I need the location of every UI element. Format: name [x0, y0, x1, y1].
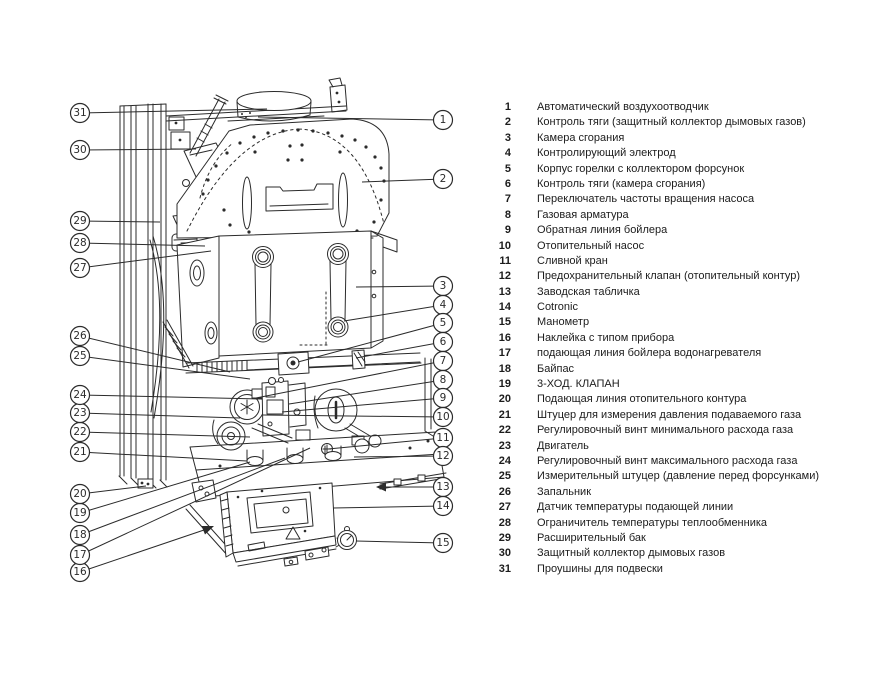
callout-29 [71, 212, 161, 231]
legend-item-number: 23 [498, 439, 511, 452]
callout-number-26: 26 [73, 330, 87, 342]
callout-15 [356, 534, 453, 553]
legend-item-number: 29 [498, 531, 511, 544]
legend-item-4 [482, 146, 864, 161]
callout-number-28: 28 [73, 237, 87, 249]
legend-item-label: Регулировочный винт максимального расхода газа [537, 454, 798, 467]
legend-item-number: 8 [504, 208, 511, 221]
callout-number-3: 3 [439, 280, 447, 292]
callout-number-17: 17 [73, 549, 87, 561]
legend-item-number: 14 [498, 301, 511, 314]
legend-item-number: 24 [498, 454, 511, 467]
legend-item-8 [482, 208, 864, 223]
legend-item-number: 15 [498, 316, 511, 329]
legend-item-22 [482, 423, 864, 438]
legend-item-label: Датчик температуры подающей линии [537, 501, 734, 514]
legend-item-label: Обратная линия бойлера [537, 224, 668, 237]
legend-item-label: Проушины для подвески [537, 562, 663, 575]
legend-item-number: 10 [498, 239, 511, 252]
legend-item-label: Двигатель [537, 439, 589, 452]
legend-item-label: Штуцер для измерения давления подаваемого газа [537, 408, 802, 421]
legend-item-label: Ограничитель температуры теплообменника [537, 516, 768, 529]
callout-number-12: 12 [436, 450, 450, 462]
legend-item-number: 5 [504, 162, 511, 175]
legend-item-label: Автоматический воздухоотводчик [537, 101, 709, 113]
callout-11 [328, 429, 453, 450]
legend-item-label: Контролирующий электрод [537, 147, 676, 160]
leader-line-11 [328, 438, 443, 449]
callout-13 [376, 478, 453, 497]
callout-number-8: 8 [439, 374, 447, 386]
legend-item-number: 2 [504, 116, 511, 129]
legend-item-label: Контроль тяги (защитный коллектор дымовых газов) [537, 116, 806, 129]
leader-line-23 [80, 413, 240, 418]
legend-item-number: 26 [498, 485, 511, 498]
leader-line-25 [80, 356, 250, 379]
legend-item-label: Наклейка с типом прибора [537, 331, 675, 344]
legend-item-1 [482, 100, 864, 115]
legend-item-number: 6 [504, 177, 511, 190]
callout-number-15: 15 [436, 537, 450, 549]
legend-item-28 [482, 516, 864, 531]
legend-item-label: Сливной кран [537, 254, 608, 267]
callout-number-4: 4 [439, 299, 447, 311]
callout-10 [263, 408, 453, 427]
legend-item-number: 20 [498, 393, 511, 406]
callout-number-2: 2 [439, 173, 447, 185]
legend-item-label: Отопительный насос [537, 239, 645, 252]
parts-legend [482, 100, 864, 577]
callout-14 [333, 497, 453, 516]
callout-number-21: 21 [73, 446, 87, 458]
legend-item-number: 31 [498, 562, 511, 575]
legend-item-31 [482, 562, 864, 577]
legend-item-label: Газовая арматура [537, 208, 629, 221]
leader-line-16 [80, 530, 204, 572]
callout-number-11: 11 [436, 432, 450, 444]
callout-number-5: 5 [439, 317, 447, 329]
callout-20 [71, 485, 147, 504]
legend-item-17 [482, 346, 864, 361]
legend-item-3 [482, 131, 864, 146]
legend-item-7 [482, 192, 864, 207]
legend-item-label: подающая линия бойлера водонагревателя [537, 347, 762, 360]
legend-item-number: 19 [498, 378, 511, 391]
leader-line-12 [354, 456, 443, 457]
legend-item-label: Контроль тяги (камера сгорания) [537, 177, 706, 190]
callout-number-9: 9 [439, 392, 447, 404]
callout-number-23: 23 [73, 407, 87, 419]
legend-item-29 [482, 531, 864, 546]
legend-item-number: 3 [504, 131, 511, 144]
callout-number-10: 10 [436, 411, 450, 423]
callout-number-1: 1 [439, 114, 447, 126]
legend-item-label: Защитный коллектор дымовых газов [537, 547, 726, 560]
callout-number-7: 7 [439, 355, 447, 367]
legend-item-19 [482, 377, 864, 392]
boiler-illustration [119, 78, 446, 566]
legend-item-label: Переключатель частоты вращения насоса [537, 193, 755, 206]
legend-item-number: 12 [498, 270, 511, 283]
legend-item-14 [482, 300, 864, 315]
legend-item-16 [482, 331, 864, 346]
legend-item-label: Байпас [537, 362, 575, 375]
callout-12 [354, 447, 453, 466]
callout-number-19: 19 [73, 507, 87, 519]
legend-item-23 [482, 439, 864, 454]
legend-item-2 [482, 115, 864, 130]
callout-number-31: 31 [73, 107, 87, 119]
legend-item-13 [482, 285, 864, 300]
callout-number-13: 13 [436, 481, 450, 493]
callout-number-20: 20 [73, 488, 87, 500]
legend-item-label: Манометр [537, 316, 590, 329]
legend-item-5 [482, 162, 864, 177]
legend-item-18 [482, 362, 864, 377]
legend-item-label: Регулировочный винт минимального расхода газа [537, 424, 794, 437]
legend-item-number: 7 [504, 193, 511, 206]
legend-item-number: 27 [498, 501, 511, 514]
legend-item-20 [482, 392, 864, 407]
legend-item-number: 11 [499, 254, 511, 267]
leader-line-9 [282, 398, 443, 412]
legend-item-number: 21 [498, 408, 511, 421]
callout-number-30: 30 [73, 144, 87, 156]
callout-number-25: 25 [73, 350, 87, 362]
legend-item-number: 13 [498, 285, 511, 298]
legend-item-number: 30 [498, 547, 511, 560]
legend-item-11 [482, 254, 864, 269]
legend-item-number: 18 [498, 362, 511, 375]
legend-item-24 [482, 454, 864, 469]
callout-number-27: 27 [73, 262, 87, 274]
legend-item-10 [482, 239, 864, 254]
callout-number-6: 6 [439, 336, 447, 348]
legend-item-number: 17 [498, 347, 511, 360]
callout-number-14: 14 [436, 500, 450, 512]
callout-number-18: 18 [73, 529, 87, 541]
legend-item-label: Расширительный бак [537, 531, 646, 544]
legend-item-26 [482, 485, 864, 500]
legend-item-number: 28 [498, 516, 511, 529]
legend-item-label: Подающая линия отопительного контура [537, 393, 747, 406]
leader-line-15 [356, 541, 443, 543]
legend-item-30 [482, 546, 864, 561]
legend-item-label: Заводская табличка [537, 285, 640, 298]
legend-item-number: 16 [498, 331, 511, 344]
legend-item-number: 22 [498, 424, 511, 437]
callout-number-24: 24 [73, 389, 87, 401]
flue-hood [177, 119, 389, 243]
legend-item-label: 3-ХОД. КЛАПАН [537, 378, 620, 391]
leader-line-21 [80, 452, 247, 461]
legend-item-9 [482, 223, 864, 238]
legend-item-number: 25 [498, 470, 511, 483]
legend-item-25 [482, 469, 864, 484]
legend-item-12 [482, 269, 864, 284]
legend-item-6 [482, 177, 864, 192]
leader-line-14 [333, 506, 443, 508]
legend-item-21 [482, 408, 864, 423]
control-box [220, 483, 357, 566]
legend-item-27 [482, 500, 864, 515]
legend-item-number: 9 [504, 224, 511, 237]
legend-item-number: 4 [504, 147, 511, 160]
callout-16 [71, 526, 215, 582]
legend-item-label: Измерительный штуцер (давление перед форсунками) [537, 470, 820, 483]
manometer [336, 527, 357, 550]
legend-item-label: Cotronic [537, 301, 578, 314]
legend-item-label: Камера сгорания [537, 131, 625, 144]
legend-item-number: 1 [504, 101, 511, 113]
legend-item-15 [482, 315, 864, 330]
legend-item-label: Запальник [537, 485, 592, 498]
legend-item-label: Корпус горелки с коллектором форсунок [537, 162, 745, 175]
callout-number-29: 29 [73, 215, 87, 227]
callout-number-22: 22 [73, 426, 87, 438]
leader-line-30 [80, 149, 196, 150]
callout-number-16: 16 [73, 566, 87, 578]
legend-item-label: Предохранительный клапан (отопительный контур) [537, 270, 801, 283]
